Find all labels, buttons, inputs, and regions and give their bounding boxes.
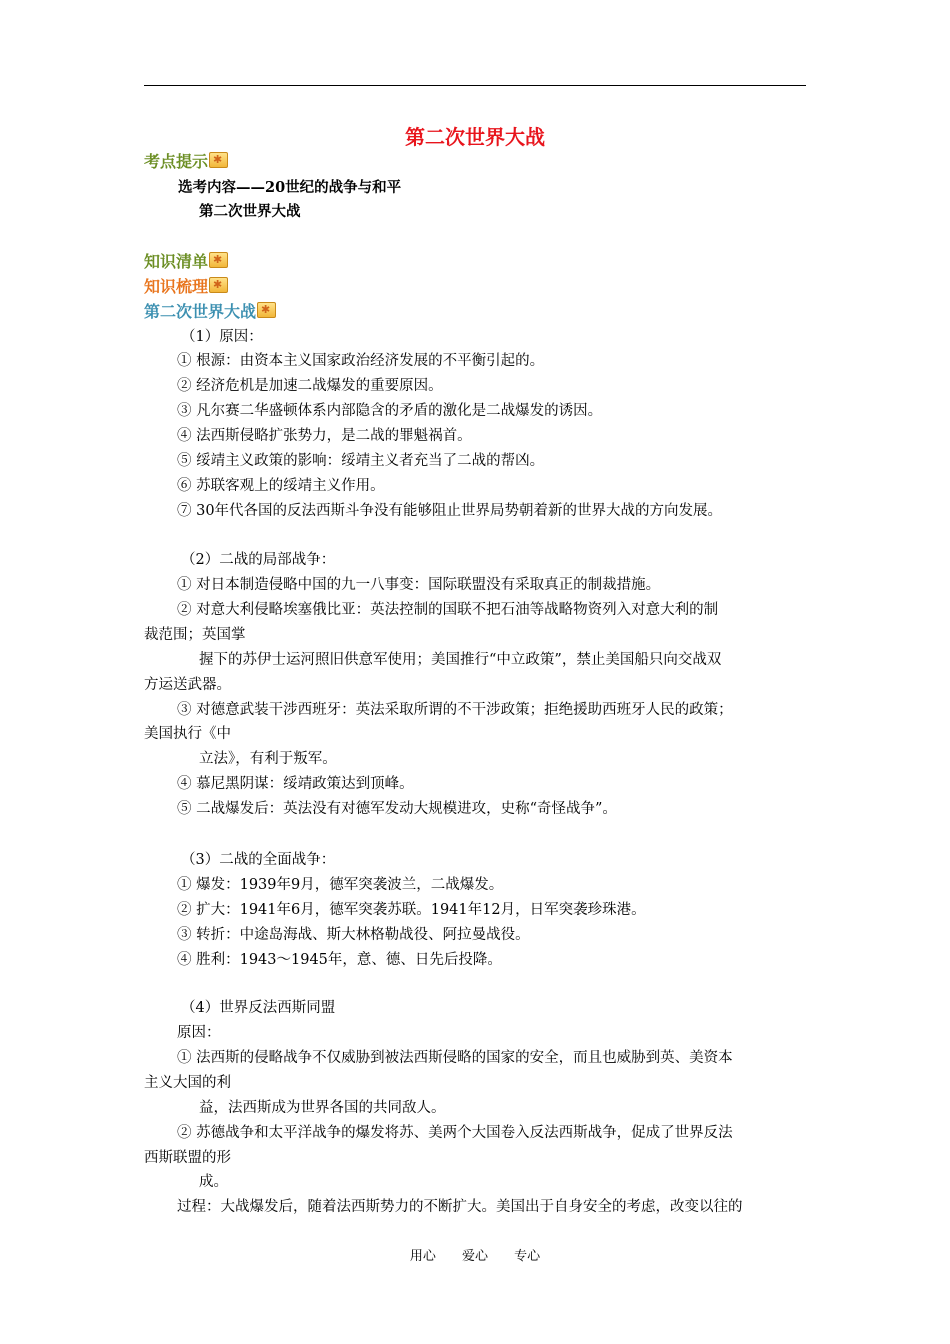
list-item: ⑥ 苏联客观上的绥靖主义作用。 xyxy=(177,478,385,494)
paragraph-heading: （1）原因： xyxy=(181,329,263,345)
section-topic xyxy=(144,302,276,322)
folder-icon xyxy=(209,277,228,293)
list-item-continuation: 成。 xyxy=(199,1174,228,1190)
list-item: ② 经济危机是加速二战爆发的重要原因。 xyxy=(177,378,443,394)
section-topic-label: 第二次世界大战 xyxy=(144,302,257,321)
section-kaodian xyxy=(144,152,228,172)
page-title: 第二次世界大战 xyxy=(405,125,545,149)
list-item: ① 法西斯的侵略战争不仅威胁到被法西斯侵略的国家的安全，而且也威胁到英、美资本 xyxy=(177,1050,733,1066)
paragraph-heading: （4）世界反法西斯同盟 xyxy=(181,1000,336,1016)
list-item: ③ 对德意武装干涉西班牙：英法采取所谓的不干涉政策；拒绝援助西班牙人民的政策； xyxy=(177,702,733,718)
list-item: ② 扩大：1941年6月，德军突袭苏联。1941年12月，日军突袭珍珠港。 xyxy=(177,902,646,918)
list-item-continuation: 立法》，有利于叛军。 xyxy=(199,751,337,767)
list-item-continuation: 益，法西斯成为世界各国的共同敌人。 xyxy=(199,1100,446,1116)
section-zhishi-qingdan-label: 知识清单 xyxy=(144,252,209,271)
list-item-continuation: 方运送武器。 xyxy=(144,677,231,693)
kaodian-line: 选考内容——20世纪的战争与和平 xyxy=(178,179,402,196)
kaodian-line: 第二次世界大战 xyxy=(199,203,301,220)
section-zhishi-shuli-label: 知识梳理 xyxy=(144,277,209,296)
header-rule xyxy=(144,85,806,86)
list-item: ④ 胜利：1943～1945年，意、德、日先后投降。 xyxy=(177,952,502,968)
list-item-continuation: 西斯联盟的形 xyxy=(144,1150,231,1166)
list-item: ③ 转折：中途岛海战、斯大林格勒战役、阿拉曼战役。 xyxy=(177,927,530,943)
list-item: ① 爆发：1939年9月，德军突袭波兰，二战爆发。 xyxy=(177,877,504,893)
footer-word: 专心 xyxy=(514,1249,541,1264)
paragraph-heading: （3）二战的全面战争： xyxy=(181,852,336,868)
footer-word: 爱心 xyxy=(461,1249,488,1264)
list-item: ⑤ 二战爆发后：英法没有对德军发动大规模进攻，史称“奇怪战争”。 xyxy=(177,801,617,817)
list-item: ⑤ 绥靖主义政策的影响：绥靖主义者充当了二战的帮凶。 xyxy=(177,453,545,469)
list-item-continuation: 握下的苏伊士运河照旧供意军使用；美国推行“中立政策”，禁止美国船只向交战双 xyxy=(199,652,722,668)
list-item: ② 对意大利侵略埃塞俄比亚：英法控制的国联不把石油等战略物资列入对意大利的制 xyxy=(177,602,719,618)
footer-word: 用心 xyxy=(409,1249,436,1264)
folder-icon xyxy=(257,302,276,318)
list-item: ① 根源：由资本主义国家政治经济发展的不平衡引起的。 xyxy=(177,353,545,369)
paragraph-label: 原因： xyxy=(177,1025,221,1041)
list-item: ④ 慕尼黑阴谋：绥靖政策达到顶峰。 xyxy=(177,776,414,792)
list-item-continuation: 美国执行《中 xyxy=(144,726,231,742)
page-footer xyxy=(0,1248,950,1266)
list-item: ④ 法西斯侵略扩张势力，是二战的罪魁祸首。 xyxy=(177,428,472,444)
paragraph-text: 过程：大战爆发后，随着法西斯势力的不断扩大。美国出于自身安全的考虑，改变以往的 xyxy=(177,1199,743,1215)
section-zhishi-shuli xyxy=(144,277,228,297)
folder-icon xyxy=(209,152,228,168)
folder-icon xyxy=(209,252,228,268)
list-item: ⑦ 30年代各国的反法西斯斗争没有能够阻止世界局势朝着新的世界大战的方向发展。 xyxy=(177,503,723,519)
paragraph-heading: （2）二战的局部战争： xyxy=(181,552,336,568)
list-item: ③ 凡尔赛二华盛顿体系内部隐含的矛盾的激化是二战爆发的诱因。 xyxy=(177,403,603,419)
list-item-continuation: 裁范围；英国掌 xyxy=(144,627,246,643)
section-zhishi-qingdan xyxy=(144,252,228,272)
list-item: ① 对日本制造侵略中国的九一八事变：国际联盟没有采取真正的制裁措施。 xyxy=(177,577,661,593)
list-item: ② 苏德战争和太平洋战争的爆发将苏、美两个大国卷入反法西斯战争，促成了世界反法 xyxy=(177,1125,733,1141)
list-item-continuation: 主义大国的利 xyxy=(144,1075,231,1091)
section-kaodian-label: 考点提示 xyxy=(144,152,209,171)
